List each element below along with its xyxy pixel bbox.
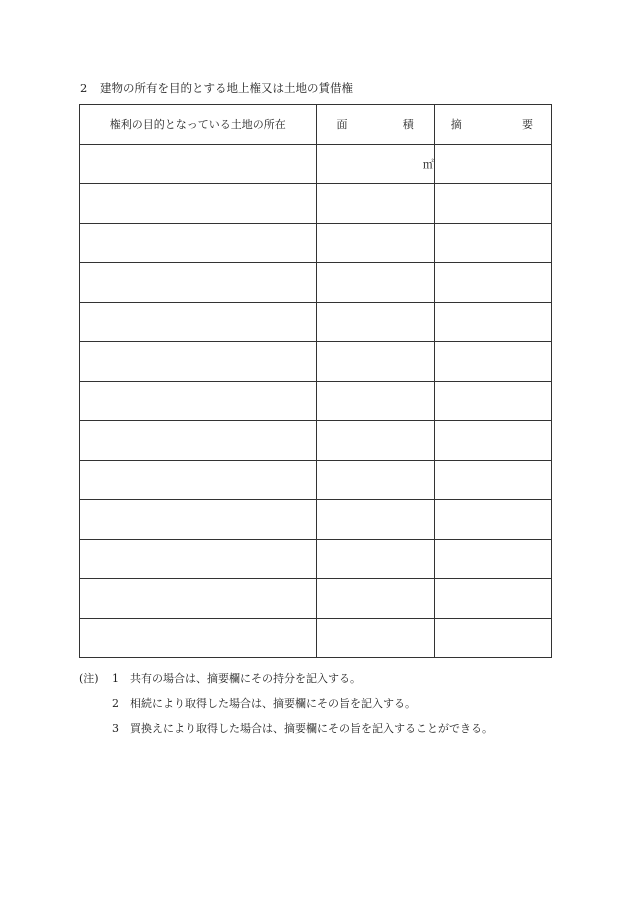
location-cell[interactable]: [80, 342, 317, 382]
location-cell[interactable]: [80, 184, 317, 224]
table-row: [80, 302, 552, 342]
location-cell[interactable]: [80, 263, 317, 303]
location-cell[interactable]: [80, 223, 317, 263]
location-cell[interactable]: [80, 302, 317, 342]
area-cell[interactable]: [316, 381, 434, 421]
area-cell[interactable]: [316, 618, 434, 658]
remarks-cell[interactable]: [434, 263, 551, 303]
area-cell[interactable]: [316, 223, 434, 263]
table-row: [80, 500, 552, 540]
remarks-cell[interactable]: [434, 302, 551, 342]
remarks-cell[interactable]: [434, 539, 551, 579]
location-cell[interactable]: [80, 421, 317, 461]
remarks-cell[interactable]: [434, 579, 551, 619]
note-number: 1: [112, 672, 119, 685]
location-cell[interactable]: [80, 460, 317, 500]
table-header-row: [80, 105, 552, 145]
header-remarks-char-2: 要: [522, 118, 533, 132]
table-row: [80, 342, 552, 382]
location-cell[interactable]: [80, 579, 317, 619]
note-number: 2: [112, 697, 119, 710]
note-text: 共有の場合は、摘要欄にその持分を記入する。: [130, 672, 361, 685]
remarks-cell[interactable]: [434, 381, 551, 421]
remarks-cell[interactable]: [434, 500, 551, 540]
remarks-cell[interactable]: [434, 342, 551, 382]
note-indent: [79, 691, 112, 716]
table-row: [80, 460, 552, 500]
area-cell[interactable]: [316, 460, 434, 500]
notes-prefix: (注): [79, 672, 99, 685]
area-cell[interactable]: [316, 342, 434, 382]
header-area-char-1: 面: [336, 118, 348, 132]
note-item: [79, 691, 493, 716]
note-indent: [79, 716, 112, 741]
section-title: 建物の所有を目的とする地上権又は土地の賃借権: [100, 81, 353, 95]
table-row: [80, 539, 552, 579]
remarks-cell[interactable]: [434, 223, 551, 263]
header-area-char-2: 積: [402, 118, 414, 132]
land-rights-table: [79, 104, 552, 658]
note-item: [79, 666, 493, 691]
area-cell[interactable]: [316, 144, 434, 184]
table-row: [80, 618, 552, 658]
section-number: 2: [80, 81, 88, 95]
section-heading: [80, 80, 353, 96]
area-cell[interactable]: [316, 500, 434, 540]
table-row: [80, 381, 552, 421]
remarks-cell[interactable]: [434, 184, 551, 224]
header-remarks: [434, 105, 551, 145]
area-cell[interactable]: [316, 579, 434, 619]
area-cell[interactable]: [316, 302, 434, 342]
location-cell[interactable]: [80, 500, 317, 540]
header-location: 権利の目的となっている土地の所在: [80, 105, 317, 145]
location-cell[interactable]: [80, 618, 317, 658]
table-row: [80, 263, 552, 303]
remarks-cell[interactable]: [434, 618, 551, 658]
area-cell[interactable]: [316, 539, 434, 579]
area-cell[interactable]: [316, 263, 434, 303]
area-unit: ㎡: [422, 157, 434, 171]
area-cell[interactable]: [316, 421, 434, 461]
note-number: 3: [112, 722, 119, 735]
area-cell[interactable]: [316, 184, 434, 224]
table-row: [80, 223, 552, 263]
table-row: [80, 184, 552, 224]
remarks-cell[interactable]: [434, 144, 551, 184]
notes-section: [79, 666, 493, 741]
note-item: [79, 716, 493, 741]
location-cell[interactable]: [80, 539, 317, 579]
location-cell[interactable]: [80, 144, 317, 184]
remarks-cell[interactable]: [434, 421, 551, 461]
table-row: [80, 579, 552, 619]
header-area: [316, 105, 434, 145]
header-remarks-char-1: 摘: [450, 118, 462, 132]
remarks-cell[interactable]: [434, 460, 551, 500]
table-row: [80, 144, 552, 184]
note-text: 買換えにより取得した場合は、摘要欄にその旨を記入することができる。: [130, 722, 493, 735]
table-row: [80, 421, 552, 461]
location-cell[interactable]: [80, 381, 317, 421]
note-text: 相続により取得した場合は、摘要欄にその旨を記入する。: [130, 697, 416, 710]
